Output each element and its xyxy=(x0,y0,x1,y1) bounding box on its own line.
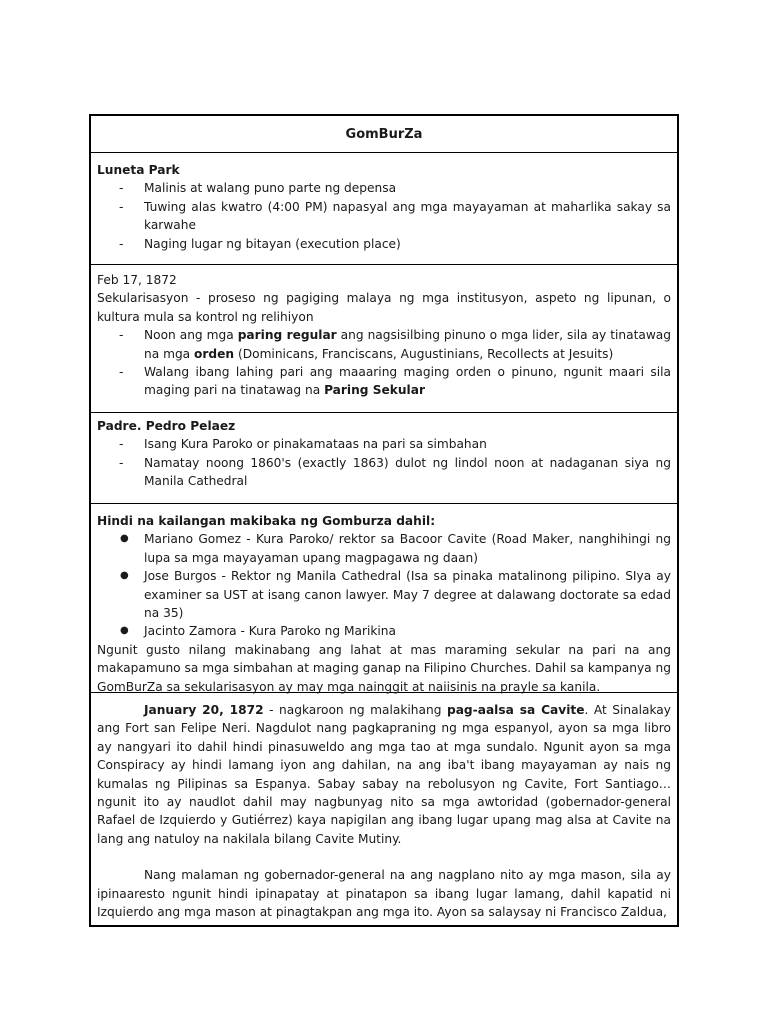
list-item: - Malinis at walang puno parte ng depensa xyxy=(119,181,397,196)
document-table xyxy=(89,114,679,927)
dash-list xyxy=(97,326,671,400)
list-item: ● Mariano Gomez - Kura Paroko/ rektor sa Bacoor Cavite (Road Maker, nanghihingi ng lupa sa mga mayayaman upang magpagawa ng daan) xyxy=(120,532,671,565)
section-heading: Padre. Pedro Pelaez xyxy=(97,419,236,433)
list-item: - Namatay noong 1860's (exactly 1863) dulot ng lindol noon at nadaganan siya ng Manila Cathedral xyxy=(119,455,671,489)
section-heading: Luneta Park xyxy=(97,163,180,177)
paragraph: Nang malaman ng gobernador-general na ang nagplano nito ay mga mason, sila ay ipinaaresto ngunit hindi ipinapatay at pinatapon sa ibang lugar lamang, dahil kapatid ni Izquierdo ang mga mason at pinagtakpan ang mga ito. Ayon sa salaysay ni Francisco Zaldua, xyxy=(97,868,671,920)
list-item: - Walang ibang lahing pari ang maaaring maging orden o pinuno, ngunit maari sila maging pari na tinatawag na Paring Sekular xyxy=(119,365,671,398)
section-heading: Hindi na kailangan makibaka ng Gomburza dahil: xyxy=(97,514,436,528)
section-cavite-mutiny xyxy=(91,693,677,921)
list-item: ● Jacinto Zamora - Kura Paroko ng Marikina xyxy=(97,622,671,640)
bullet-list xyxy=(97,530,671,640)
bullet-icon: ● xyxy=(120,625,129,637)
section-luneta-park xyxy=(91,153,677,265)
paragraph: January 20, 1872 - nagkaroon ng malakihang pag-aalsa sa Cavite. At Sinalakay ang Fort san Felipe Neri. Nagdulot nang pagkapraning ng mga espanyol, ayon sa mga libro ay nangyari ito dahil hindi pinasuweldo ang mga tao at mga sundalo. Ngunit ayon sa mga Conspiracy ay hindi lamang iyon ang dahilan, na ang iba't ibang mayayaman ay nais ng kumalas ng Pilipinas sa Espanya. Sabay sabay na rebolusyon ng Cavite, Fort Santiago… ngunit ito ay naudlot dahil may nagbunyag nito sa mga awtoridad (gobernador-general Rafael de Izquierdo y Gutiérrez) kaya napigilan ang ibang lugar upang mag alsa at Cavite na lang ang natuloy na nakilala bilang Cavite Mutiny. xyxy=(97,703,671,846)
section-pedro-pelaez xyxy=(91,413,677,504)
bullet-icon: ● xyxy=(120,533,129,545)
bullet-icon: ● xyxy=(120,570,129,582)
date-line: Feb 17, 1872 xyxy=(97,273,177,287)
section-sekularisasyon xyxy=(91,265,677,413)
list-item: - Isang Kura Paroko or pinakamataas na pari sa simbahan xyxy=(119,437,487,452)
list-item: ● Jose Burgos - Rektor ng Manila Cathedral (Isa sa pinaka matalinong pilipino. SIya ay examiner sa UST at isang canon lawyer. May 7 degree at dalawang doctorate sa edad na 35) xyxy=(120,569,671,621)
list-item: - Noon ang mga paring regular ang nagsisilbing pinuno o mga lider, sila ay tinatawag na mga orden (Dominicans, Franciscans, Augustinians, Recollects at Jesuits) xyxy=(119,328,672,361)
list-item: - Tuwing alas kwatro (4:00 PM) napasyal ang mga mayayaman at maharlika sakay sa karwahe xyxy=(119,199,671,233)
dash-list xyxy=(97,179,671,253)
paragraph: Ngunit gusto nilang makinabang ang lahat at mas maraming sekular na pari na ang makapamuno sa mga simbahan at maging ganap na Filipino Churches. Dahil sa kampanya ng GomBurZa sa sekularisasyon ay may mga nainggit at naiisinis na prayle sa kanila. xyxy=(97,642,671,694)
definition-text: Sekularisasyon - proseso ng pagiging malaya ng mga institusyon, aspeto ng lipunan, o kultura mula sa kontrol ng relihiyon xyxy=(97,291,671,324)
section-gomburza xyxy=(91,504,677,693)
dash-list xyxy=(97,435,671,490)
document-title: GomBurZa xyxy=(91,116,677,153)
list-item: - Naging lugar ng bitayan (execution place) xyxy=(119,236,401,251)
